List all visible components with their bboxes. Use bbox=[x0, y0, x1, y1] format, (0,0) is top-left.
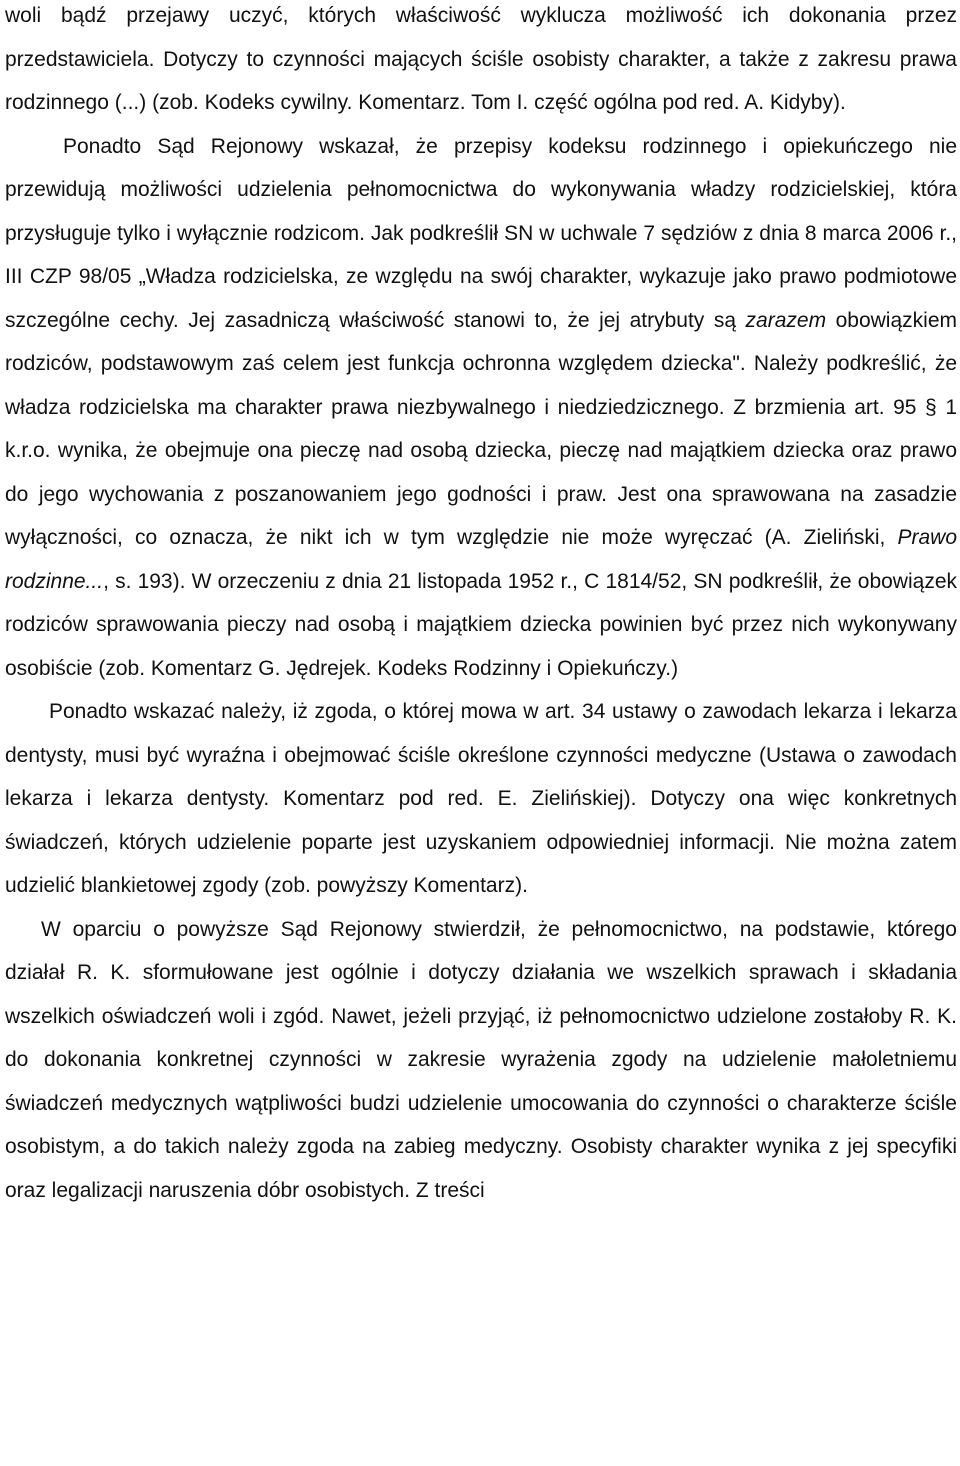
paragraph-1-text: woli bądź przejawy uczyć, których właściwość wyklucza możliwość ich dokonania przez przedstawiciela. Dotyczy to czynności mających ściśle osobisty charakter, a także z zakresu prawa rodzinnego (...) (zob. Kodeks cywilny. Komentarz. Tom I. część ogólna pod red. A. Kidyby). bbox=[5, 4, 957, 114]
paragraph-2-text-c: , s. 193). W orzeczeniu z dnia 21 listopada 1952 r., C 1814/52, SN podkreślił, że obowiązek rodziców sprawowania pieczy nad osobą i majątkiem dziecka powinien być przez nich wykonywany osobiście (zob. Komentarz G. Jędrejek. Kodeks Rodzinny i Opiekuńczy.) bbox=[5, 569, 957, 680]
document-page bbox=[5, 0, 957, 1212]
paragraph-3 bbox=[5, 690, 957, 908]
paragraph-2-italic-zarazem: zarazem bbox=[745, 308, 827, 332]
paragraph-2-text-b: obowiązkiem rodziców, podstawowym zaś celem jest funkcja ochronna względem dziecka". Należy podkreślić, że władza rodzicielska ma charakter prawa niezbywalnego i niedziedzicznego. Z brzmienia art. 95 § 1 k.r.o. wynika, że obejmuje ona pieczę nad osobą dziecka, pieczę nad majątkiem dziecka oraz prawo do jego wychowania z poszanowaniem jego godności i praw. Jest ona sprawowana na zasadzie wyłączności, co oznacza, że nikt ich w tym względzie nie może wyręczać (A. Zieliński, bbox=[5, 308, 957, 549]
paragraph-2 bbox=[5, 125, 957, 691]
paragraph-1 bbox=[5, 0, 957, 125]
paragraph-4 bbox=[5, 908, 957, 1213]
paragraph-4-text: W oparciu o powyższe Sąd Rejonowy stwierdził, że pełnomocnictwo, na podstawie, którego działał R. K. sformułowane jest ogólnie i dotyczy działania we wszelkich sprawach i składania wszelkich oświadczeń woli i zgód. Nawet, jeżeli przyjąć, iż pełnomocnictwo udzielone zostałoby R. K. do dokonania konkretnej czynności w zakresie wyrażenia zgody na udzielenie małoletniemu świadczeń medycznych wątpliwości budzi udzielenie umocowania do czynności o charakterze ściśle osobistym, a do takich należy zgoda na zabieg medyczny. Osobisty charakter wynika z jej specyfiki oraz legalizacji naruszenia dóbr osobistych. Z treści bbox=[5, 917, 957, 1202]
paragraph-2-text-a: Ponadto Sąd Rejonowy wskazał, że przepisy kodeksu rodzinnego i opiekuńczego nie przewidują możliwości udzielenia pełnomocnictwa do wykonywania władzy rodzicielskiej, która przysługuje tylko i wyłącznie rodzicom. Jak podkreślił SN w uchwale 7 sędziów z dnia 8 marca 2006 r., III CZP 98/05 „Władza rodzicielska, ze względu na swój charakter, wykazuje jako prawo podmiotowe szczególne cechy. Jej zasadniczą właściwość stanowi to, że jej atrybuty są bbox=[5, 134, 957, 332]
paragraph-2-italic-title: Prawo rodzinne... bbox=[5, 526, 957, 593]
paragraph-3-text: Ponadto wskazać należy, iż zgoda, o której mowa w art. 34 ustawy o zawodach lekarza i lekarza dentysty, musi być wyraźna i obejmować ściśle określone czynności medyczne (Ustawa o zawodach lekarza i lekarza dentysty. Komentarz pod red. E. Zielińskiej). Dotyczy ona więc konkretnych świadczeń, których udzielenie poparte jest uzyskaniem odpowiedniej informacji. Nie można zatem udzielić blankietowej zgody (zob. powyższy Komentarz). bbox=[5, 700, 957, 897]
